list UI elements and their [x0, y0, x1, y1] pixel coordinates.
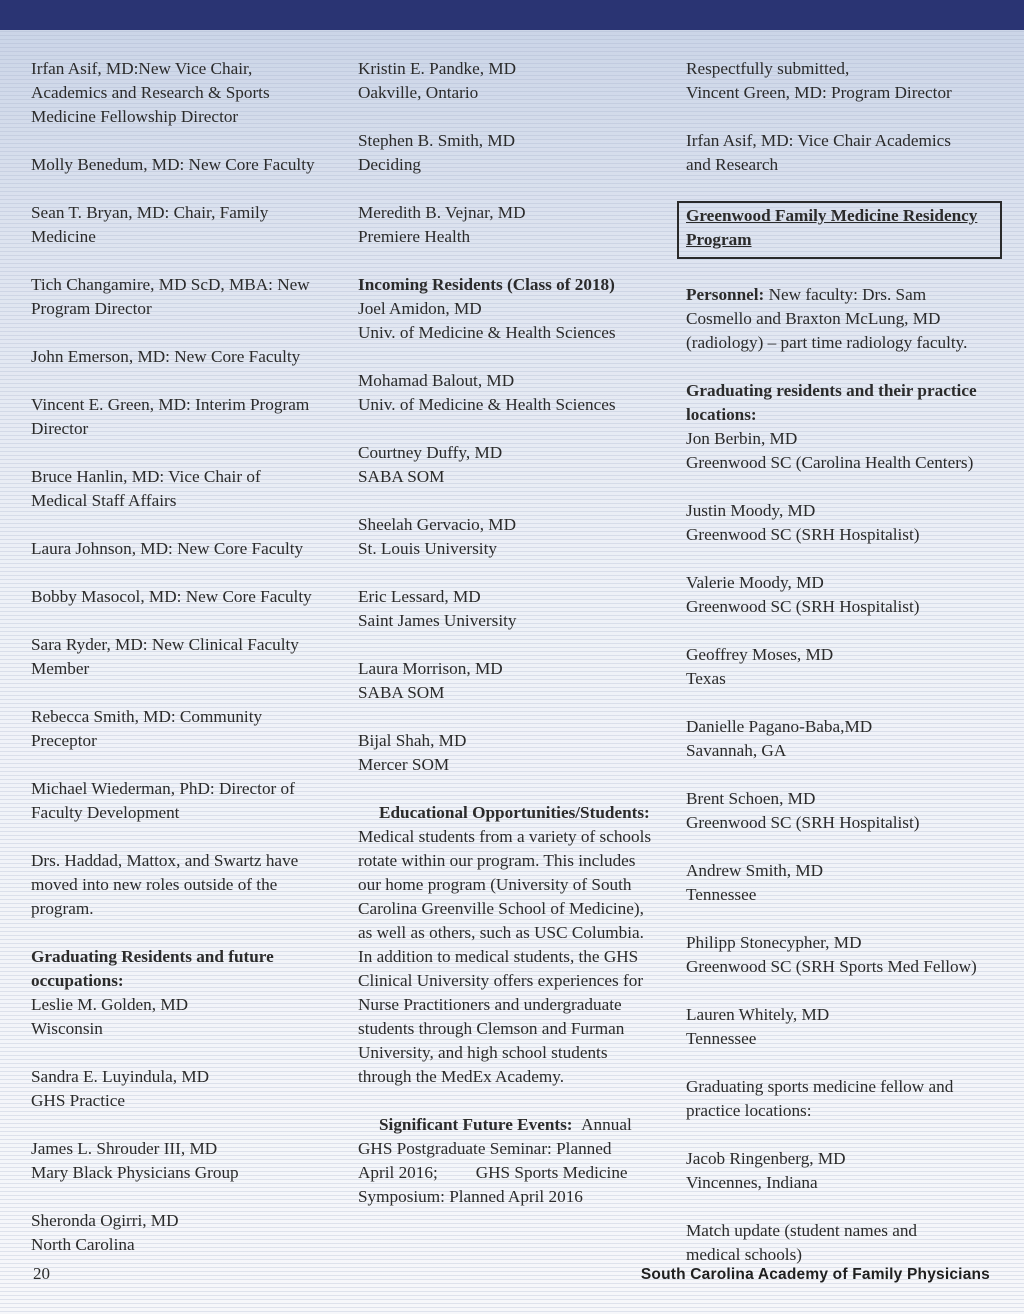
- section-heading: locations:: [686, 405, 757, 424]
- text-line: Molly Benedum, MD: New Core Faculty: [31, 155, 315, 174]
- text-line: Rebecca Smith, MD: Community: [31, 707, 263, 726]
- text-line: Medicine Fellowship Director: [31, 107, 239, 126]
- text-line: Jon Berbin, MD: [686, 429, 798, 448]
- text-line: Bijal Shah, MD: [358, 731, 467, 750]
- text-line: Kristin E. Pandke, MD: [358, 59, 517, 78]
- text-line: Sean T. Bryan, MD: Chair, Family: [31, 203, 269, 222]
- text-line: GHS Postgraduate Seminar: Planned: [358, 1139, 612, 1158]
- text-line: Carolina Greenville School of Medicine),: [358, 899, 644, 918]
- text-fragment: GHS Sports Medicine: [475, 1163, 628, 1182]
- text-line: Preceptor: [31, 731, 97, 750]
- text-line: Academics and Research & Sports: [31, 83, 270, 102]
- text-line: Graduating sports medicine fellow and: [686, 1077, 954, 1096]
- text-line: St. Louis University: [358, 539, 497, 558]
- faculty-entry: [31, 201, 341, 249]
- text-line: [358, 1113, 668, 1137]
- fellow-section-heading: [686, 1075, 996, 1123]
- resident-entry: [358, 201, 668, 249]
- text-line: John Emerson, MD: New Core Faculty: [31, 347, 301, 366]
- text-line: Mary Black Physicians Group: [31, 1163, 239, 1182]
- resident-entry: [686, 715, 996, 763]
- text-fragment: New faculty: Drs. Sam: [768, 285, 927, 304]
- text-line: Member: [31, 659, 90, 678]
- text-line: Meredith B. Vejnar, MD: [358, 203, 526, 222]
- incoming-resident-entry: [358, 585, 668, 633]
- text-line: Saint James University: [358, 611, 517, 630]
- faculty-entry: [31, 777, 341, 825]
- faculty-note: [31, 849, 341, 921]
- resident-entry: [31, 1137, 341, 1185]
- text-line: Laura Morrison, MD: [358, 659, 503, 678]
- text-line: program.: [31, 899, 94, 918]
- text-line: Medicine: [31, 227, 96, 246]
- text-line: SABA SOM: [358, 467, 445, 486]
- text-line: Eric Lessard, MD: [358, 587, 481, 606]
- text-line: Mohamad Balout, MD: [358, 371, 515, 390]
- fellow-entry: [686, 1147, 996, 1195]
- text-line: (radiology) – part time radiology faculty.: [686, 333, 968, 352]
- text-line: Greenwood SC (SRH Sports Med Fellow): [686, 957, 977, 976]
- text-line: Joel Amidon, MD: [358, 299, 482, 318]
- future-events-section: [358, 1113, 668, 1209]
- text-fragment: April 2016;: [358, 1163, 438, 1182]
- incoming-resident-entry: [358, 513, 668, 561]
- text-line: Philipp Stonecypher, MD: [686, 933, 862, 952]
- column-middle: [358, 57, 668, 1233]
- column-left: [31, 57, 341, 1281]
- text-line: as well as others, such as USC Columbia.: [358, 923, 644, 942]
- section-heading: Personnel:: [686, 285, 765, 304]
- text-line: moved into new roles outside of the: [31, 875, 278, 894]
- text-line: [686, 283, 996, 307]
- text-line: Greenwood SC (Carolina Health Centers): [686, 453, 974, 472]
- text-line: Michael Wiederman, PhD: Director of: [31, 779, 295, 798]
- incoming-resident-entry: [358, 657, 668, 705]
- text-line: Sheelah Gervacio, MD: [358, 515, 516, 534]
- signature-block: [686, 57, 996, 105]
- text-line: Univ. of Medicine & Health Sciences: [358, 395, 616, 414]
- educational-opportunities-section: [358, 801, 668, 1089]
- faculty-entry: [31, 705, 341, 753]
- incoming-residents-section: [358, 273, 668, 345]
- text-line: Tennessee: [686, 1029, 757, 1048]
- program-title-box: [677, 201, 1002, 259]
- resident-entry: [686, 571, 996, 619]
- column-right: [686, 57, 996, 1291]
- text-line: Sandra E. Luyindula, MD: [31, 1067, 210, 1086]
- resident-entry: [31, 993, 341, 1041]
- text-line: practice locations:: [686, 1101, 812, 1120]
- text-line: Danielle Pagano-Baba,MD: [686, 717, 873, 736]
- text-line: our home program (University of South: [358, 875, 632, 894]
- text-line: Premiere Health: [358, 227, 471, 246]
- incoming-resident-entry: [358, 297, 668, 345]
- text-line: rotate within our program. This includes: [358, 851, 636, 870]
- text-line: Bruce Hanlin, MD: Vice Chair of: [31, 467, 261, 486]
- text-line: Irfan Asif, MD: Vice Chair Academics: [686, 131, 951, 150]
- resident-entry: [358, 129, 668, 177]
- text-line: North Carolina: [31, 1235, 135, 1254]
- text-line: Savannah, GA: [686, 741, 787, 760]
- text-line: students through Clemson and Furman: [358, 1019, 625, 1038]
- text-line: Vincennes, Indiana: [686, 1173, 818, 1192]
- text-line: Brent Schoen, MD: [686, 789, 816, 808]
- text-line: Tich Changamire, MD ScD, MBA: New: [31, 275, 310, 294]
- section-heading: occupations:: [31, 971, 124, 990]
- faculty-entry: [31, 537, 341, 561]
- text-line: Texas: [686, 669, 726, 688]
- match-update: [686, 1219, 996, 1267]
- resident-entry: [686, 859, 996, 907]
- resident-entry: [686, 787, 996, 835]
- section-heading: Incoming Residents (Class of 2018): [358, 275, 615, 294]
- signature-block: [686, 129, 996, 177]
- text-line: Vincent E. Green, MD: Interim Program: [31, 395, 310, 414]
- text-line: Geoffrey Moses, MD: [686, 645, 834, 664]
- text-line: Medical Staff Affairs: [31, 491, 177, 510]
- text-line: Jacob Ringenberg, MD: [686, 1149, 846, 1168]
- text-line: Cosmello and Braxton McLung, MD: [686, 309, 941, 328]
- text-fragment: Annual: [581, 1115, 632, 1134]
- text-line: Laura Johnson, MD: New Core Faculty: [31, 539, 304, 558]
- section-heading: Graduating residents and their practice: [686, 381, 977, 400]
- text-line: Symposium: Planned April 2016: [358, 1187, 583, 1206]
- faculty-entry: [31, 393, 341, 441]
- program-title: Program: [686, 230, 752, 249]
- text-line: University, and high school students: [358, 1043, 608, 1062]
- text-line: Faculty Development: [31, 803, 180, 822]
- text-line: Match update (student names and: [686, 1221, 918, 1240]
- faculty-entry: [31, 585, 341, 609]
- text-line: Stephen B. Smith, MD: [358, 131, 516, 150]
- text-line: Greenwood SC (SRH Hospitalist): [686, 525, 920, 544]
- page-number: 20: [33, 1264, 50, 1283]
- text-line: Deciding: [358, 155, 422, 174]
- text-line: Sheronda Ogirri, MD: [31, 1211, 179, 1230]
- text-line: Greenwood SC (SRH Hospitalist): [686, 597, 920, 616]
- resident-entry: [686, 427, 996, 475]
- text-line: Andrew Smith, MD: [686, 861, 824, 880]
- text-line: Nurse Practitioners and undergraduate: [358, 995, 622, 1014]
- resident-entry: [686, 499, 996, 547]
- section-heading: Educational Opportunities/Students:: [379, 803, 650, 822]
- text-line: Irfan Asif, MD:New Vice Chair,: [31, 59, 253, 78]
- text-line: Director: [31, 419, 89, 438]
- text-line: GHS Practice: [31, 1091, 126, 1110]
- text-line: Vincent Green, MD: Program Director: [686, 83, 952, 102]
- faculty-entry: [31, 633, 341, 681]
- faculty-entry: [31, 57, 341, 129]
- resident-entry: [358, 57, 668, 105]
- text-line: medical schools): [686, 1245, 802, 1264]
- text-line: Wisconsin: [31, 1019, 103, 1038]
- text-line: Univ. of Medicine & Health Sciences: [358, 323, 616, 342]
- text-line: Program Director: [31, 299, 152, 318]
- incoming-resident-entry: [358, 441, 668, 489]
- resident-entry: [31, 1209, 341, 1257]
- text-line: Valerie Moody, MD: [686, 573, 824, 592]
- text-line: Bobby Masocol, MD: New Core Faculty: [31, 587, 312, 606]
- resident-entry: [686, 643, 996, 691]
- text-line: Clinical University offers experiences for: [358, 971, 644, 990]
- resident-entry: [686, 931, 996, 979]
- text-line: Greenwood SC (SRH Hospitalist): [686, 813, 920, 832]
- header-bar: [0, 0, 1024, 30]
- faculty-entry: [31, 273, 341, 321]
- text-line: In addition to medical students, the GHS: [358, 947, 639, 966]
- incoming-resident-entry: [358, 369, 668, 417]
- text-line: through the MedEx Academy.: [358, 1067, 565, 1086]
- section-heading: Significant Future Events:: [379, 1115, 573, 1134]
- text-line: Lauren Whitely, MD: [686, 1005, 830, 1024]
- section-heading: Graduating Residents and future: [31, 947, 274, 966]
- footer-organization: South Carolina Academy of Family Physicians: [640, 1266, 990, 1283]
- text-line: Leslie M. Golden, MD: [31, 995, 189, 1014]
- text-line: Respectfully submitted,: [686, 59, 850, 78]
- text-line: Sara Ryder, MD: New Clinical Faculty: [31, 635, 299, 654]
- text-line: [358, 1161, 668, 1185]
- text-line: SABA SOM: [358, 683, 445, 702]
- program-title: Greenwood Family Medicine Residency: [686, 206, 978, 225]
- text-line: Tennessee: [686, 885, 757, 904]
- personnel-section: [686, 283, 996, 355]
- text-line: Medical students from a variety of schools: [358, 827, 652, 846]
- resident-entry: [31, 1065, 341, 1113]
- text-line: and Research: [686, 155, 779, 174]
- text-line: Drs. Haddad, Mattox, and Swartz have: [31, 851, 299, 870]
- resident-entry: [686, 1003, 996, 1051]
- text-line: James L. Shrouder III, MD: [31, 1139, 218, 1158]
- text-line: Oakville, Ontario: [358, 83, 479, 102]
- faculty-entry: [31, 345, 341, 369]
- text-line: Courtney Duffy, MD: [358, 443, 503, 462]
- incoming-resident-entry: [358, 729, 668, 777]
- faculty-entry: [31, 153, 341, 177]
- faculty-entry: [31, 465, 341, 513]
- graduating-residents-locations-section: [686, 379, 996, 475]
- text-line: Mercer SOM: [358, 755, 450, 774]
- graduating-residents-section: [31, 945, 341, 1041]
- text-line: Justin Moody, MD: [686, 501, 816, 520]
